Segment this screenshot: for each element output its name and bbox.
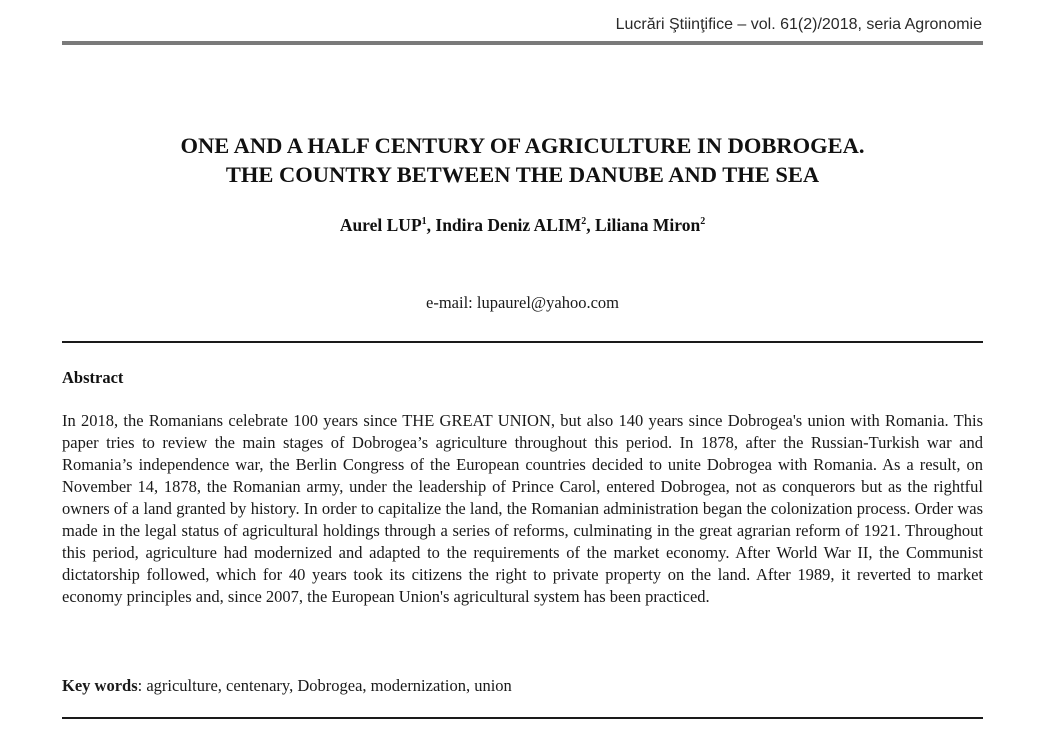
author-affiliation: 1 <box>421 216 427 228</box>
author-name: Indira Deniz ALIM <box>435 215 582 235</box>
author-name: Liliana Miron <box>595 215 701 235</box>
author-separator: , <box>426 215 436 235</box>
author-separator: , <box>586 215 595 235</box>
header-rule <box>62 41 983 45</box>
running-head: Lucrări Ştiinţifice – vol. 61(2)/2018, seria Agronomie <box>615 16 982 33</box>
title-line-1: ONE AND A HALF CENTURY OF AGRICULTURE IN DOBROGEA. <box>180 133 865 158</box>
author-affiliation: 2 <box>581 216 587 228</box>
title-line-2: THE COUNTRY BETWEEN THE DANUBE AND THE SEA <box>225 162 820 187</box>
paper-title <box>62 131 983 189</box>
contact-email: e-mail: lupaurel@yahoo.com <box>426 293 619 312</box>
keywords-list: : agriculture, centenary, Dobrogea, modernization, union <box>137 676 512 695</box>
author-list <box>62 215 983 236</box>
author-name: Aurel LUP <box>339 215 422 235</box>
keywords <box>62 676 983 696</box>
author-affiliation: 2 <box>700 216 706 228</box>
abstract-heading: Abstract <box>62 368 124 387</box>
keywords-label: Key words <box>62 676 138 695</box>
abstract-top-rule <box>62 341 983 343</box>
abstract-bottom-rule <box>62 717 983 719</box>
abstract-body: In 2018, the Romanians celebrate 100 years since THE GREAT UNION, but also 140 years since Dobrogea's union with Romania. This paper tries to review the main stages of Dobrogea’s agriculture throughout this period. In 1878, after the Russian-Turkish war and Romania’s independence war, the Berlin Congress of the European countries decided to unite Dobrogea with Romania. As a result, on November 14, 1878, the Romanian army, under the leadership of Prince Carol, entered Dobrogea, not as conquerors but as the rightful owners of a land granted by history. In order to capitalize the land, the Romanian administration began the colonization process. Order was made in the legal status of agricultural holdings through a series of reforms, culminating in the great agrarian reform of 1921. Throughout this period, agriculture had modernized and adapted to the requirements of the market economy. After World War II, the Communist dictatorship followed, which for 40 years took its citizens the right to private property on the land. After 1989, it reverted to market economy principles and, since 2007, the European Union's agricultural system has been practiced. <box>62 411 983 606</box>
